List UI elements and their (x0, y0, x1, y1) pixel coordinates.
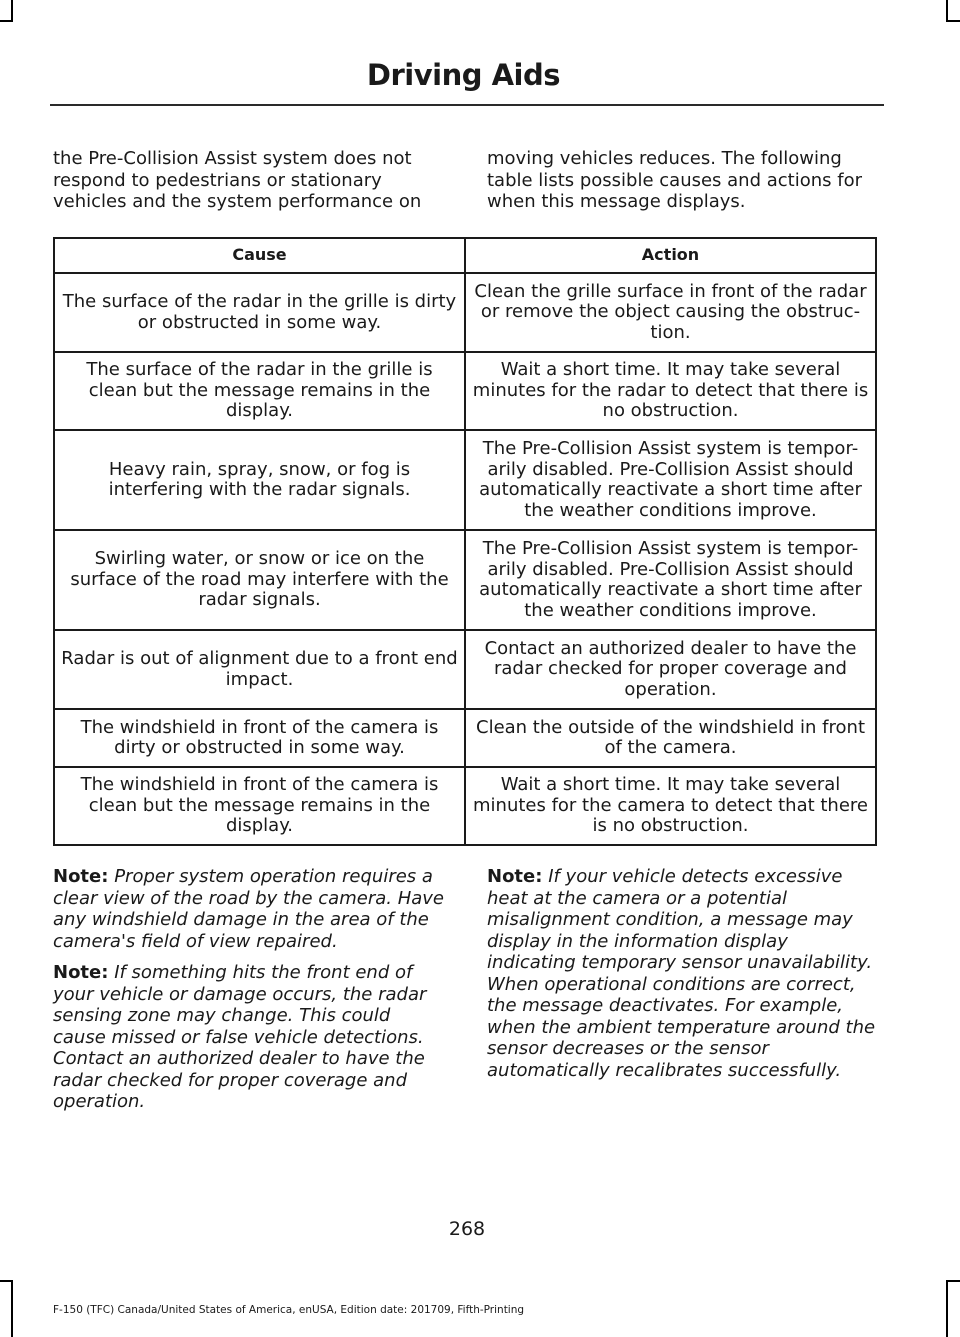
note-radar-damage (53, 962, 448, 1113)
cause-cell: Swirling water, or snow or ice on the surface of the road may interfere with the radar signals. (54, 530, 465, 630)
edition-footer: F-150 (TFC) Canada/United States of America, enUSA, Edition date: 201709, Fifth-Printing (53, 1304, 525, 1316)
crop-mark-top-right-vertical (946, 0, 948, 22)
note-text: If your vehicle detects excessive heat at the camera or a potential misalignment condition, a message may display in the information display indicating temporary sensor unavailability. When operational conditions are correct, the message deactivates. For example, when the ambient temperature around the sensor decreases or the sensor automatically recalibrates successfully. (487, 866, 876, 1081)
cause-cell: Heavy rain, spray, snow, or fog is interfering with the radar signals. (54, 430, 465, 530)
table-row (54, 630, 876, 709)
crop-mark-bottom-right-vertical (946, 1280, 948, 1337)
page-header-title: Driving Aids (366, 58, 560, 92)
notes-column-right (487, 866, 882, 1091)
cause-cell: The windshield in front of the camera is dirty or obstructed in some way. (54, 709, 465, 767)
table-row (54, 273, 876, 352)
table-header-row (54, 238, 876, 273)
note-label: Note: (53, 962, 109, 983)
crop-mark-bottom-left-horizontal (0, 1280, 13, 1282)
cause-cell: The windshield in front of the camera is clean but the message remains in the display. (54, 767, 465, 845)
page-number: 268 (448, 1218, 486, 1240)
cause-cell: Radar is out of alignment due to a front end impact. (54, 630, 465, 709)
table-header-cause: Cause (54, 238, 465, 273)
crop-mark-bottom-left-vertical (11, 1280, 13, 1337)
crop-mark-top-right-horizontal (946, 20, 960, 22)
note-text: Proper system operation requires a clear view of the road by the camera. Have any windshield damage in the area of the camera's field of view repaired. (53, 866, 444, 952)
crop-mark-bottom-right-horizontal (946, 1280, 960, 1282)
action-cell: Wait a short time. It may take several minutes for the camera to detect that there is no obstruction. (465, 767, 876, 845)
cause-cell: The surface of the radar in the grille is dirty or obstructed in some way. (54, 273, 465, 352)
causes-actions-table (53, 237, 877, 846)
header-divider (50, 104, 884, 106)
note-camera-view (53, 866, 448, 952)
table-row (54, 530, 876, 630)
note-label: Note: (487, 866, 543, 887)
notes-column-left (53, 866, 448, 1123)
note-text: If something hits the front end of your vehicle or damage occurs, the radar sensing zone may change. This could cause missed or false vehicle detections. Contact an authorized dealer to have the radar checked for proper coverage and operation. (53, 962, 427, 1112)
cause-cell: The surface of the radar in the grille is clean but the message remains in the display. (54, 352, 465, 430)
intro-text-right: moving vehicles reduces. The following table lists possible causes and actions for when this message displays. (487, 148, 862, 212)
table-row (54, 430, 876, 530)
action-cell: Clean the grille surface in front of the radar or remove the object causing the obstruc-tion. (465, 273, 876, 352)
action-cell: Wait a short time. It may take several minutes for the radar to detect that there is no obstruction. (465, 352, 876, 430)
note-sensor-unavailability (487, 866, 882, 1081)
table-row (54, 352, 876, 430)
crop-mark-top-left-vertical (11, 0, 13, 22)
table-header-action: Action (465, 238, 876, 273)
note-label: Note: (53, 866, 109, 887)
intro-text-left: the Pre-Collision Assist system does not respond to pedestrians or stationary vehicles and the system performance on (53, 148, 422, 212)
crop-mark-top-left-horizontal (0, 20, 13, 22)
table-row (54, 709, 876, 767)
action-cell: The Pre-Collision Assist system is tempor-arily disabled. Pre-Collision Assist should automatically reactivate a short time after the weather conditions improve. (465, 430, 876, 530)
action-cell: The Pre-Collision Assist system is tempor-arily disabled. Pre-Collision Assist should automatically reactivate a short time after the weather conditions improve. (465, 530, 876, 630)
action-cell: Contact an authorized dealer to have the radar checked for proper coverage and operation. (465, 630, 876, 709)
table-row (54, 767, 876, 845)
action-cell: Clean the outside of the windshield in front of the camera. (465, 709, 876, 767)
